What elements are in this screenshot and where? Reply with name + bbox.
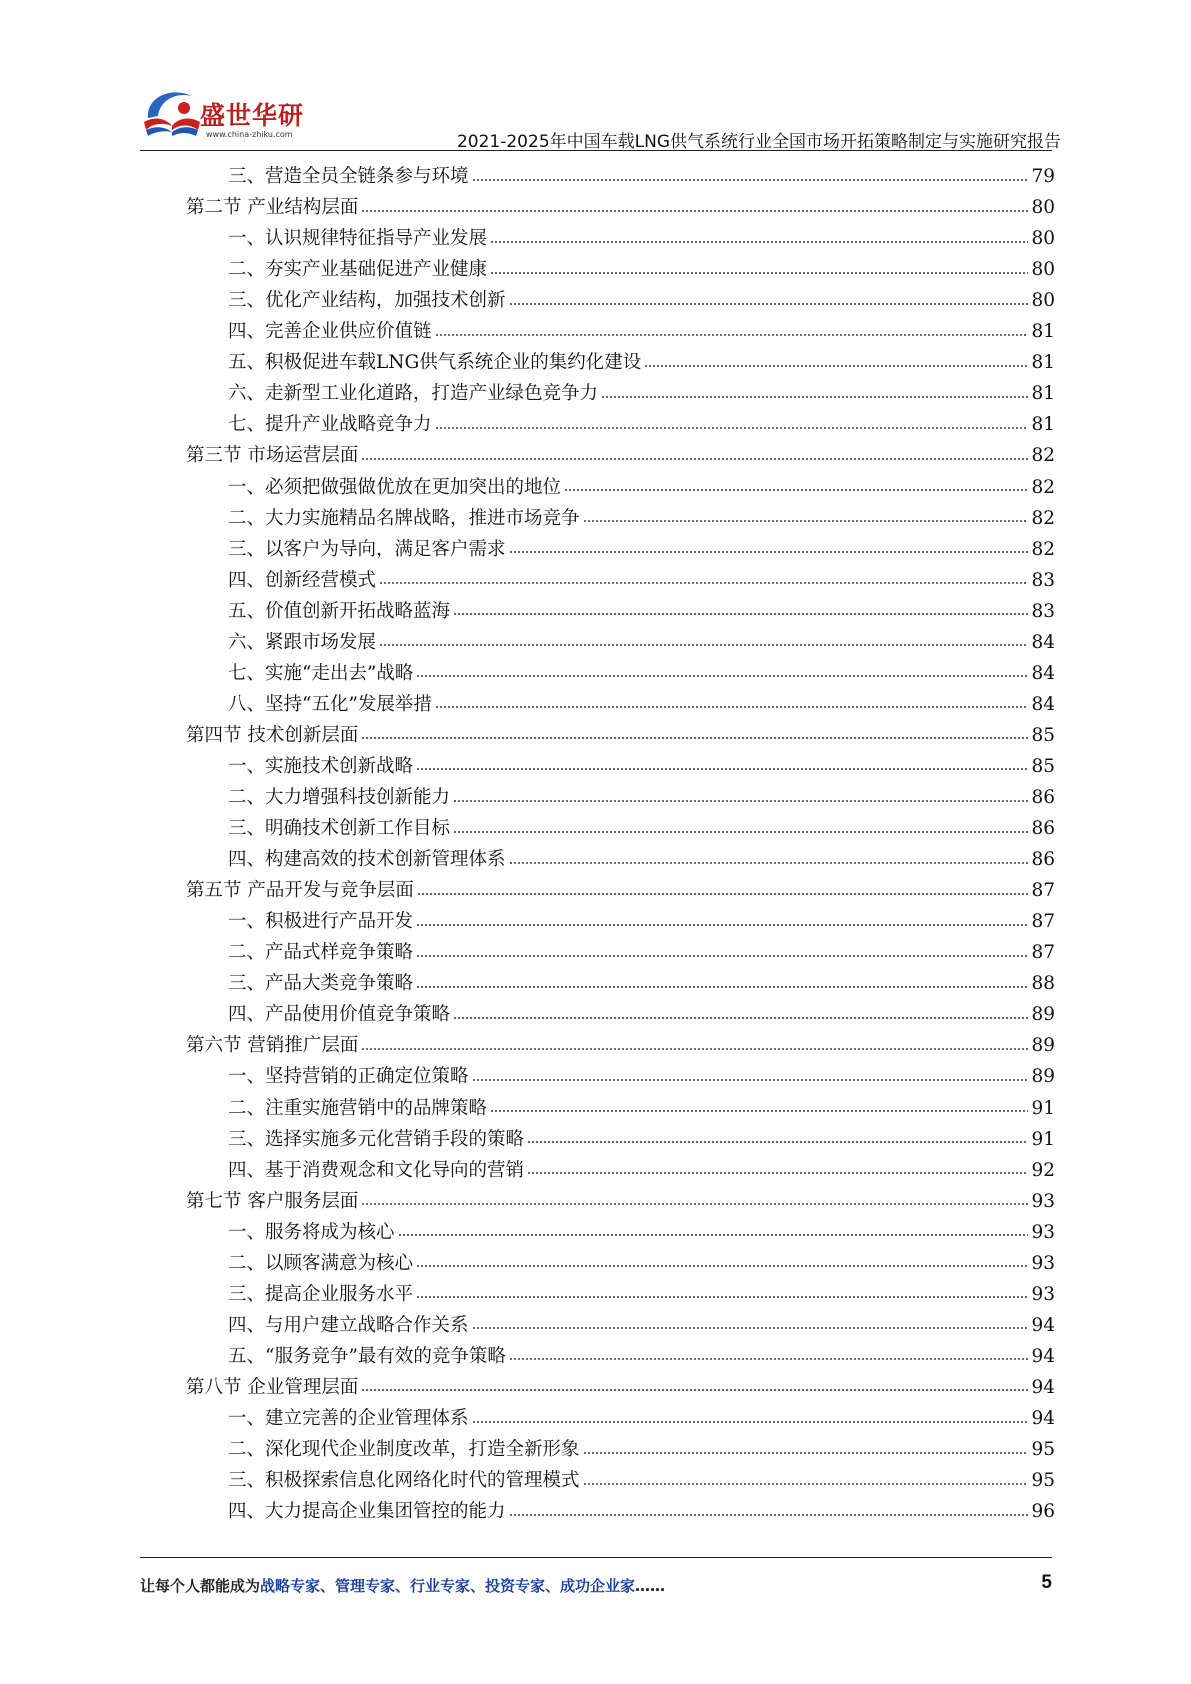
toc-entry-title: 三、提高企业服务水平 [228, 1283, 414, 1305]
toc-entry-title: 二、产品式样竞争策略 [228, 942, 414, 964]
toc-dot-leader [564, 488, 1028, 493]
toc-entry-page: 82 [1031, 507, 1055, 529]
toc-entry-page: 94 [1031, 1376, 1055, 1398]
toc-item-entry[interactable] [228, 1496, 1055, 1527]
toc-item-entry[interactable] [228, 627, 1055, 658]
toc-dot-leader [361, 1202, 1028, 1207]
toc-item-entry[interactable] [228, 316, 1055, 347]
toc-item-entry[interactable] [228, 1341, 1055, 1372]
toc-entry-page: 87 [1031, 942, 1055, 964]
toc-entry-title: 二、注重实施营销中的品牌策略 [228, 1097, 488, 1119]
toc-dot-leader [416, 1264, 1028, 1269]
toc-entry-page: 87 [1031, 911, 1055, 933]
toc-dot-leader [435, 332, 1029, 337]
toc-entry-page: 93 [1031, 1252, 1055, 1274]
toc-entry-page: 91 [1031, 1128, 1055, 1150]
toc-entry-title: 七、提升产业战略竞争力 [228, 414, 432, 436]
toc-entry-title: 二、深化现代企业制度改革，打造全新形象 [228, 1439, 580, 1461]
toc-item-entry[interactable] [228, 1155, 1055, 1186]
toc-entry-page: 82 [1031, 538, 1055, 560]
toc-entry-title: 三、选择实施多元化营销手段的策略 [228, 1128, 525, 1150]
toc-dot-leader [453, 1015, 1028, 1020]
toc-entry-title: 一、坚持营销的正确定位策略 [228, 1066, 469, 1088]
toc-entry-title: 三、积极探索信息化网络化时代的管理模式 [228, 1470, 580, 1492]
toc-entry-title: 五、积极促进车载LNG供气系统企业的集约化建设 [228, 352, 642, 374]
toc-dot-leader [416, 922, 1028, 927]
toc-entry-title: 七、实施“走出去”战略 [228, 662, 414, 684]
toc-dot-leader [644, 363, 1028, 368]
toc-dot-leader [361, 736, 1028, 741]
toc-item-entry[interactable] [228, 658, 1055, 689]
toc-dot-leader [416, 984, 1028, 989]
toc-entry-page: 81 [1031, 321, 1055, 343]
toc-dot-leader [472, 1077, 1029, 1082]
page-number: 5 [1041, 1572, 1052, 1593]
toc-dot-leader [490, 239, 1028, 244]
toc-item-entry[interactable] [228, 503, 1055, 534]
toc-entry-page: 80 [1031, 290, 1055, 312]
toc-entry-title: 五、价值创新开拓战略蓝海 [228, 600, 451, 622]
toc-section-entry[interactable] [186, 720, 1055, 751]
toc-entry-title: 四、构建高效的技术创新管理体系 [228, 849, 506, 871]
toc-entry-page: 92 [1031, 1159, 1055, 1181]
toc-section-entry[interactable] [186, 1186, 1055, 1217]
toc-item-entry[interactable] [228, 161, 1055, 192]
toc-entry-title: 一、积极进行产品开发 [228, 911, 414, 933]
toc-item-entry[interactable] [228, 596, 1055, 627]
toc-dot-leader [509, 301, 1029, 306]
toc-entry-title: 四、大力提高企业集团管控的能力 [228, 1501, 506, 1523]
toc-entry-title: 第六节 营销推广层面 [186, 1035, 359, 1057]
toc-dot-leader [453, 798, 1028, 803]
footer-divider [140, 1557, 1052, 1558]
toc-item-entry[interactable] [228, 999, 1055, 1030]
toc-entry-title: 第三节 市场运营层面 [186, 445, 359, 467]
toc-item-entry[interactable] [228, 1403, 1055, 1434]
slogan-highlight: 战略专家、管理专家、行业专家、投资专家、成功企业家 [260, 1577, 636, 1595]
toc-item-entry[interactable] [228, 378, 1055, 409]
toc-item-entry[interactable] [228, 1248, 1055, 1279]
toc-item-entry[interactable] [228, 1434, 1055, 1465]
toc-dot-leader [361, 208, 1028, 213]
toc-entry-page: 93 [1031, 1283, 1055, 1305]
toc-entry-title: 二、夯实产业基础促进产业健康 [228, 259, 488, 281]
toc-entry-page: 82 [1031, 476, 1055, 498]
toc-entry-title: 一、建立完善的企业管理体系 [228, 1408, 469, 1429]
toc-entry-page: 84 [1031, 693, 1055, 715]
toc-item-entry[interactable] [228, 1279, 1055, 1310]
toc-entry-page: 81 [1031, 352, 1055, 374]
toc-entry-title: 四、产品使用价值竞争策略 [228, 1004, 451, 1026]
toc-dot-leader [527, 1140, 1028, 1145]
toc-section-entry[interactable] [186, 875, 1055, 906]
toc-entry-title: 五、“服务竞争”最有效的竞争策略 [228, 1345, 506, 1367]
toc-item-entry[interactable] [228, 813, 1055, 844]
toc-item-entry[interactable] [228, 937, 1055, 968]
logo-brand-name: 盛世华研 [200, 101, 305, 130]
toc-dot-leader [583, 519, 1029, 524]
toc-item-entry[interactable] [228, 751, 1055, 782]
toc-entry-page: 85 [1031, 755, 1055, 777]
toc-entry-page: 86 [1031, 787, 1055, 808]
toc-dot-leader [361, 1388, 1028, 1393]
toc-dot-leader [509, 1512, 1029, 1517]
toc-item-entry[interactable] [228, 689, 1055, 720]
toc-entry-page: 80 [1031, 197, 1055, 219]
toc-entry-page: 81 [1031, 383, 1055, 405]
slogan-prefix: 让每个人都能成为 [140, 1577, 261, 1595]
toc-entry-title: 第八节 企业管理层面 [186, 1376, 359, 1398]
toc-entry-page: 93 [1031, 1190, 1055, 1212]
toc-item-entry[interactable] [228, 782, 1055, 813]
toc-item-entry[interactable] [228, 1310, 1055, 1341]
toc-item-entry[interactable] [228, 844, 1055, 875]
toc-entry-page: 95 [1031, 1470, 1055, 1492]
toc-entry-page: 84 [1031, 662, 1055, 684]
toc-dot-leader [361, 456, 1028, 461]
toc-dot-leader [472, 177, 1029, 182]
toc-item-entry[interactable] [228, 254, 1055, 285]
toc-entry-page: 88 [1031, 973, 1055, 995]
toc-entry-page: 80 [1031, 259, 1055, 281]
toc-entry-page: 89 [1031, 1066, 1055, 1088]
toc-dot-leader [416, 953, 1028, 958]
toc-entry-title: 二、大力实施精品名牌战略，推进市场竞争 [228, 507, 580, 529]
toc-item-entry[interactable] [228, 534, 1055, 565]
toc-entry-page: 82 [1031, 445, 1055, 467]
logo-emblem-icon [140, 84, 204, 146]
toc-section-entry[interactable] [186, 1030, 1055, 1061]
toc-entry-page: 86 [1031, 849, 1055, 871]
toc-dot-leader [379, 643, 1028, 648]
toc-entry-title: 三、优化产业结构，加强技术创新 [228, 290, 506, 312]
toc-item-entry[interactable] [228, 565, 1055, 596]
toc-dot-leader [527, 1171, 1028, 1176]
toc-entry-page: 94 [1031, 1408, 1055, 1429]
toc-entry-title: 四、创新经营模式 [228, 569, 377, 591]
toc-entry-page: 96 [1031, 1501, 1055, 1523]
toc-entry-title: 一、实施技术创新战略 [228, 755, 414, 777]
toc-entry-title: 第五节 产品开发与竞争层面 [186, 880, 414, 902]
toc-section-entry[interactable] [186, 192, 1055, 223]
toc-dot-leader [453, 612, 1028, 617]
toc-dot-leader [416, 767, 1028, 772]
toc-dot-leader [416, 674, 1028, 679]
toc-dot-leader [490, 1109, 1028, 1114]
toc-dot-leader [361, 1046, 1028, 1051]
toc-entry-page: 89 [1031, 1035, 1055, 1057]
footer-slogan [140, 1575, 665, 1596]
toc-dot-leader [435, 425, 1029, 430]
toc-section-entry[interactable] [186, 440, 1055, 471]
toc-entry-page: 95 [1031, 1439, 1055, 1461]
toc-entry-page: 89 [1031, 1004, 1055, 1026]
toc-entry-title: 三、以客户为导向，满足客户需求 [228, 538, 506, 560]
toc-item-entry[interactable] [228, 1217, 1055, 1248]
toc-entry-title: 八、坚持“五化”发展举措 [228, 693, 432, 715]
toc-entry-page: 81 [1031, 414, 1055, 436]
toc-entry-page: 93 [1031, 1221, 1055, 1243]
toc-item-entry[interactable] [228, 347, 1055, 378]
toc-entry-title: 第四节 技术创新层面 [186, 724, 359, 746]
toc-dot-leader [509, 550, 1029, 555]
toc-dot-leader [583, 1450, 1029, 1455]
toc-item-entry[interactable] [228, 285, 1055, 316]
toc-entry-title: 三、产品大类竞争策略 [228, 973, 414, 995]
toc-dot-leader [472, 1419, 1029, 1424]
toc-entry-title: 第二节 产业结构层面 [186, 197, 359, 219]
toc-item-entry[interactable] [228, 1093, 1055, 1124]
report-title: 2021-2025年中国车载LNG供气系统行业全国市场开拓策略制定与实施研究报告 [456, 132, 1061, 152]
toc-entry-page: 91 [1031, 1097, 1055, 1119]
toc-entry-title: 一、服务将成为核心 [228, 1221, 395, 1243]
toc-entry-title: 二、以顾客满意为核心 [228, 1252, 414, 1274]
toc-entry-page: 94 [1031, 1314, 1055, 1336]
toc-item-entry[interactable] [228, 472, 1055, 503]
toc-entry-title: 二、大力增强科技创新能力 [228, 787, 451, 808]
toc-dot-leader [435, 705, 1029, 710]
toc-item-entry[interactable] [228, 906, 1055, 937]
toc-entry-page: 86 [1031, 818, 1055, 840]
toc-item-entry[interactable] [228, 1061, 1055, 1092]
toc-entry-title: 四、完善企业供应价值链 [228, 321, 432, 343]
toc-dot-leader [379, 581, 1028, 586]
slogan-suffix: …… [635, 1577, 666, 1595]
toc-entry-page: 94 [1031, 1345, 1055, 1367]
toc-entry-page: 80 [1031, 228, 1055, 250]
toc-entry-title: 一、认识规律特征指导产业发展 [228, 228, 488, 250]
toc-item-entry[interactable] [228, 409, 1055, 440]
toc-entry-page: 83 [1031, 569, 1055, 591]
toc-dot-leader [416, 1295, 1028, 1300]
toc-section-entry[interactable] [186, 1372, 1055, 1403]
toc-entry-page: 85 [1031, 724, 1055, 746]
toc-entry-title: 六、紧跟市场发展 [228, 631, 377, 653]
toc-dot-leader [417, 891, 1029, 896]
toc-dot-leader [490, 270, 1028, 275]
toc-dot-leader [509, 1357, 1029, 1362]
logo-website: www.china-zhiku.com [206, 130, 293, 139]
toc-entry-title: 第七节 客户服务层面 [186, 1190, 359, 1212]
toc-entry-page: 83 [1031, 600, 1055, 622]
company-logo [140, 84, 310, 146]
header-divider [140, 150, 1052, 151]
toc-entry-title: 六、走新型工业化道路，打造产业绿色竞争力 [228, 383, 599, 405]
toc-entry-page: 84 [1031, 631, 1055, 653]
toc-item-entry[interactable] [228, 223, 1055, 254]
toc-entry-title: 四、基于消费观念和文化导向的营销 [228, 1159, 525, 1181]
toc-item-entry[interactable] [228, 1124, 1055, 1155]
toc-dot-leader [601, 394, 1028, 399]
toc-entry-page: 79 [1031, 166, 1055, 187]
toc-entry-title: 三、明确技术创新工作目标 [228, 818, 451, 840]
toc-entry-title: 一、必须把做强做优放在更加突出的地位 [228, 476, 562, 498]
toc-dot-leader [583, 1481, 1029, 1486]
toc-entry-page: 87 [1031, 880, 1055, 902]
toc-dot-leader [509, 860, 1029, 865]
toc-item-entry[interactable] [228, 968, 1055, 999]
toc-dot-leader [398, 1233, 1029, 1238]
toc-item-entry[interactable] [228, 1465, 1055, 1496]
toc-entry-title: 四、与用户建立战略合作关系 [228, 1314, 469, 1336]
toc-dot-leader [453, 829, 1028, 834]
toc-entry-title: 三、营造全员全链条参与环境 [228, 166, 469, 187]
toc-dot-leader [472, 1326, 1029, 1331]
